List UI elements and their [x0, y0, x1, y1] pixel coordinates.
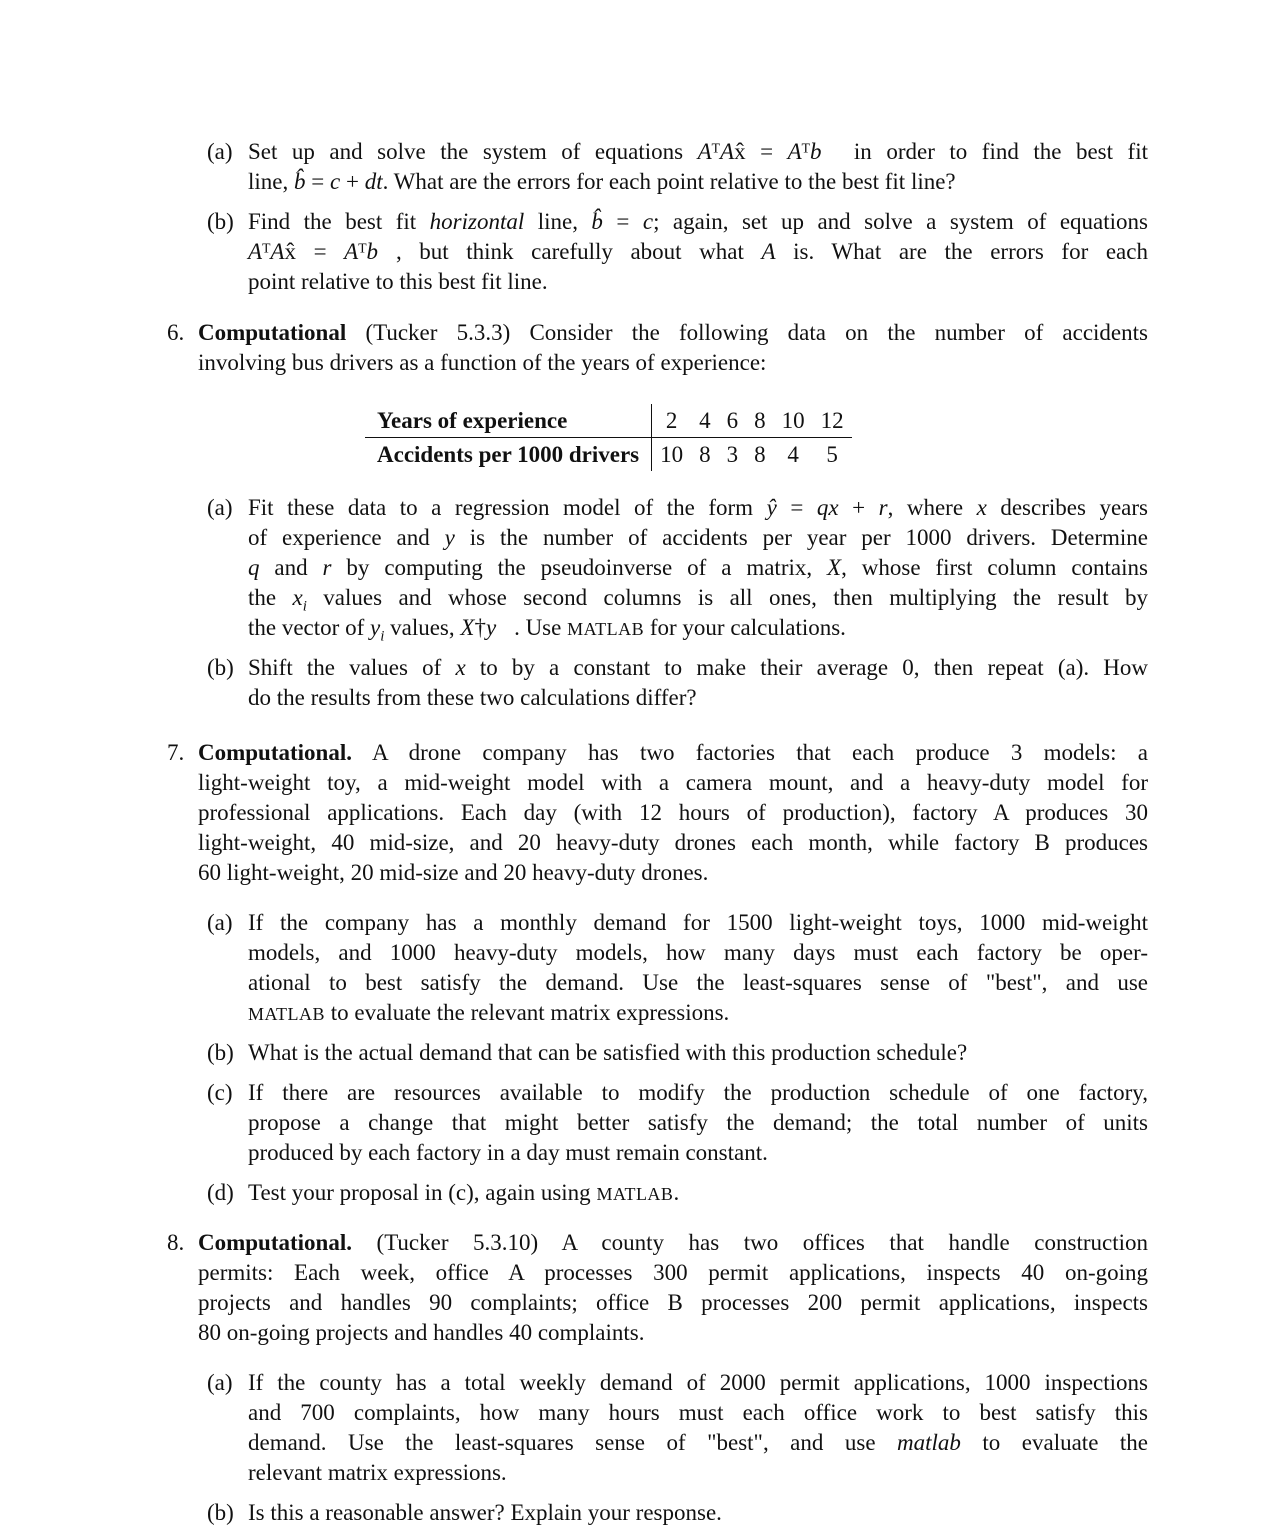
- table-cell: 8: [746, 404, 774, 438]
- text-line: and 700 complaints, how many hours must each office work to best satisfy this: [248, 1400, 1148, 1425]
- item-text: [248, 1368, 1148, 1488]
- text-line: ational to best satisfy the demand. Use the least-squares sense of "best", and use: [248, 970, 1148, 995]
- table-cell: 4: [787, 442, 799, 467]
- item-label: (b): [207, 209, 234, 234]
- text-line: point relative to this best fit line.: [248, 269, 548, 294]
- item-text: [248, 1178, 1148, 1208]
- item-label: (b): [207, 655, 234, 680]
- text-line: Is this a reasonable answer? Explain your response.: [248, 1500, 722, 1525]
- text-line: demand. Use the least-squares sense of "best", and use matlab to evaluate the: [248, 1430, 1148, 1455]
- text-line: of experience and y is the number of accidents per year per 1000 drivers. Determine: [248, 525, 1148, 550]
- item-text: [198, 738, 1148, 888]
- item-label: (b): [207, 1040, 234, 1065]
- accidents-data-table: [365, 404, 852, 471]
- text-line: propose a change that might better satisfy the demand; the total number of units: [248, 1110, 1148, 1135]
- text-line: q and r by computing the pseudoinverse of a matrix, X, whose first column contains: [248, 555, 1148, 580]
- table-cell: 12: [813, 404, 852, 438]
- item-text: [248, 1078, 1148, 1168]
- row-header: Years of experience: [365, 404, 652, 438]
- table-cell: 6: [719, 404, 747, 438]
- item-label: (a): [207, 910, 233, 935]
- text-line: professional applications. Each day (with 12 hours of production), factory A produces 30: [198, 800, 1148, 825]
- item-text: [198, 1228, 1148, 1348]
- item-label: (a): [207, 495, 233, 520]
- text-line: Computational. A drone company has two factories that each produce 3 models: a: [198, 740, 1148, 765]
- item-text: [248, 493, 1148, 643]
- item-label: (c): [207, 1080, 233, 1105]
- text-line: produced by each factory in a day must remain constant.: [248, 1140, 768, 1165]
- text-line: Computational (Tucker 5.3.3) Consider the following data on the number of accidents: [198, 320, 1148, 345]
- item-label: (b): [207, 1500, 234, 1525]
- text-line: 80 on-going projects and handles 40 complaints.: [198, 1320, 645, 1345]
- item-text: [248, 908, 1148, 1028]
- item-label: (a): [207, 1370, 233, 1395]
- text-line: models, and 1000 heavy-duty models, how many days must each factory be oper-: [248, 940, 1148, 965]
- text-line: relevant matrix expressions.: [248, 1460, 507, 1485]
- text-line: Set up and solve the system of equations AᵀAx̂ = Aᵀb⃗ in order to find the best fit: [248, 139, 1148, 164]
- text-line: light-weight, 40 mid-size, and 20 heavy-duty drones each month, while factory B produces: [198, 830, 1148, 855]
- text-line: permits: Each week, office A processes 300 permit applications, inspects 40 on-going: [198, 1260, 1148, 1285]
- text-line: AᵀAx̂ = Aᵀb⃗, but think carefully about what A is. What are the errors for each: [248, 239, 1148, 264]
- text-line: 60 light-weight, 20 mid-size and 20 heavy-duty drones.: [198, 860, 709, 885]
- text-line: Fit these data to a regression model of the form ŷ = qx + r, where x describes years: [248, 495, 1148, 520]
- text-line: MATLAB to evaluate the relevant matrix expressions.: [248, 1000, 730, 1025]
- table-cell: 5: [826, 442, 838, 467]
- text-line: the $x_i$ values and whose second columns is all ones, then multiplying the result by: [248, 585, 1148, 615]
- text-line: If the company has a monthly demand for 1500 light-weight toys, 1000 mid-weight: [248, 910, 1148, 935]
- text-line: If there are resources available to modify the production schedule of one factory,: [248, 1080, 1148, 1105]
- item-text: [248, 1498, 1148, 1528]
- text-line: do the results from these two calculations differ?: [248, 685, 697, 710]
- text-line: the vector of $y_i$ values, X†y⃗. Use MATLAB for your calculations.: [248, 615, 846, 645]
- text-line: involving bus drivers as a function of the years of experience:: [198, 350, 767, 375]
- text-line: Computational. (Tucker 5.3.10) A county has two offices that handle construction: [198, 1230, 1148, 1255]
- item-text: [248, 653, 1148, 713]
- table-cell: 10: [774, 404, 813, 438]
- table-cell: 2: [652, 404, 692, 438]
- text-line: If the county has a total weekly demand of 2000 permit applications, 1000 inspections: [248, 1370, 1148, 1395]
- table-cell: 8: [754, 442, 766, 467]
- table-row: [365, 404, 852, 438]
- item-text: [248, 137, 1148, 197]
- table-row: [365, 438, 852, 472]
- item-label: 8.: [167, 1230, 185, 1255]
- text-line: line, b̂ = c + dt. What are the errors for each point relative to the best fit line?: [248, 169, 956, 194]
- item-label: (d): [207, 1180, 234, 1205]
- item-label: 7.: [167, 740, 185, 765]
- text-line: Shift the values of x to by a constant to make their average 0, then repeat (a). How: [248, 655, 1148, 680]
- table-cell: 3: [726, 442, 739, 467]
- table-cell: 10: [660, 442, 684, 467]
- item-label: (a): [207, 139, 233, 164]
- text-line: projects and handles 90 complaints; office B processes 200 permit applications, inspects: [198, 1290, 1148, 1315]
- item-text: [248, 207, 1148, 297]
- text-line: light-weight toy, a mid-weight model with a camera mount, and a heavy-duty model for: [198, 770, 1148, 795]
- text-line: Test your proposal in (c), again using MATLAB.: [248, 1180, 680, 1205]
- item-text: [248, 1038, 1148, 1068]
- item-text: [198, 318, 1148, 378]
- table-cell: 8: [699, 442, 711, 467]
- table-cell: 4: [691, 404, 719, 438]
- text-line: What is the actual demand that can be satisfied with this production schedule?: [248, 1040, 968, 1065]
- row-header: Accidents per 1000 drivers: [365, 438, 652, 472]
- item-label: 6.: [167, 320, 185, 345]
- text-line: Find the best fit horizontal line, b̂ = c; again, set up and solve a system of equations: [248, 209, 1148, 234]
